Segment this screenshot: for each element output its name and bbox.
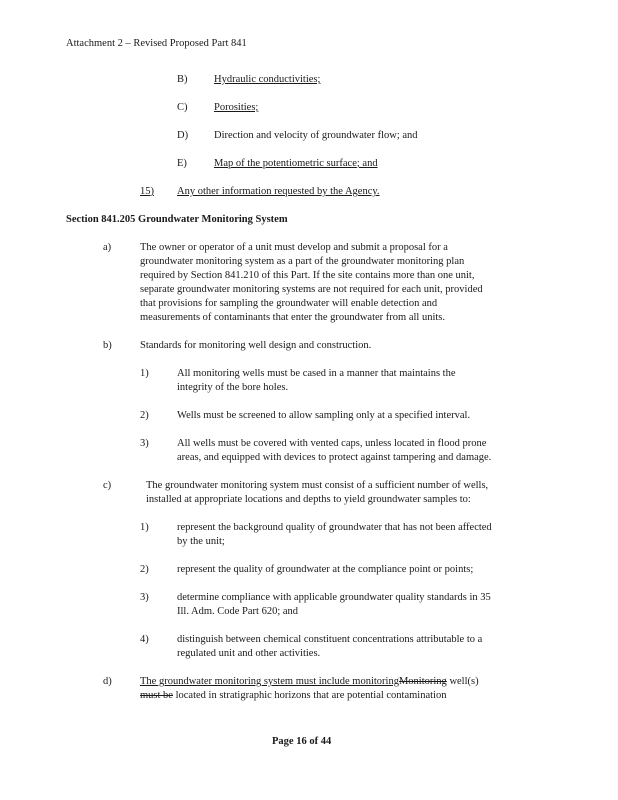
- para-b-item-marker: 2): [140, 410, 149, 421]
- para-b-item-line: All wells must be covered with vented caps, unless located in flood prone: [177, 438, 487, 449]
- para-b-item-line: Wells must be screened to allow sampling only at a specified interval.: [177, 410, 471, 421]
- para-c-item-line: Ill. Adm. Code Part 620; and: [177, 606, 299, 617]
- para-b-item-line: areas, and equipped with devices to protect against tampering and damage.: [177, 452, 492, 463]
- para-c-item-line: by the unit;: [177, 536, 225, 547]
- para-c-item-line: represent the background quality of groundwater that has not been affected: [177, 522, 492, 533]
- list-item-map-tail: ; and: [356, 158, 378, 169]
- list-marker-d: D): [177, 130, 189, 141]
- para-c-item-line: represent the quality of groundwater at the compliance point or points;: [177, 564, 474, 575]
- para-c-item-marker: 3): [140, 592, 149, 603]
- para-b-item-marker: 3): [140, 438, 149, 449]
- para-b-item-marker: 1): [140, 368, 149, 379]
- para-c-item-marker: 4): [140, 634, 149, 645]
- list-marker-e: E): [177, 158, 187, 169]
- list-item-porosities: Porosities;: [214, 102, 259, 113]
- para-d-marker: d): [103, 676, 112, 687]
- list-item-direction: [214, 129, 418, 143]
- para-c-line: installed at appropriate locations and depths to yield groundwater samples to:: [146, 494, 471, 505]
- para-d-deleted-must-be: must be: [140, 690, 173, 701]
- list-marker-b: B): [177, 74, 188, 85]
- para-d-inserted-text: The groundwater monitoring system must include monitoring: [140, 676, 399, 687]
- list-marker-15: 15): [140, 186, 154, 197]
- para-a-line: required by Section 841.210 of this Part. If the site contains more than one unit,: [140, 270, 475, 281]
- para-d-line-2-rest: located in stratigraphic horizons that are potential contamination: [172, 690, 447, 701]
- document-header-title: Attachment 2 – Revised Proposed Part 841: [66, 38, 247, 49]
- para-d-line-1-tail: well(s): [446, 676, 479, 687]
- list-item-hydraulic: Hydraulic conductivities;: [214, 74, 321, 85]
- para-d-line-1: [140, 675, 479, 689]
- page-number: Page 16 of 44: [272, 736, 332, 747]
- para-d-line-2: [140, 689, 446, 703]
- list-marker-c: C): [177, 102, 188, 113]
- para-a-line: separate groundwater monitoring systems are not required for each unit, provided: [140, 284, 483, 295]
- para-b-text: Standards for monitoring well design and construction.: [140, 340, 372, 351]
- para-c-item-line: determine compliance with applicable groundwater quality standards in 35: [177, 592, 491, 603]
- para-a-line: The owner or operator of a unit must develop and submit a proposal for a: [140, 242, 448, 253]
- para-a-line: that provisions for sampling the groundwater will enable detection and: [140, 298, 438, 309]
- para-a-line: measurements of contaminants that enter the groundwater from all units.: [140, 312, 445, 323]
- para-b-item-line: All monitoring wells must be cased in a manner that maintains the: [177, 368, 456, 379]
- para-c-item-line: regulated unit and other activities.: [177, 648, 321, 659]
- para-c-item-marker: 1): [140, 522, 149, 533]
- para-c-item-marker: 2): [140, 564, 149, 575]
- para-a-marker: a): [103, 242, 112, 253]
- section-heading: Section 841.205 Groundwater Monitoring System: [66, 214, 288, 225]
- para-c-line: The groundwater monitoring system must consist of a sufficient number of wells,: [146, 480, 489, 491]
- para-c-item-line: distinguish between chemical constituent concentrations attributable to a: [177, 634, 483, 645]
- list-item-direction-tail: ; and: [396, 130, 418, 141]
- para-d-deleted-text: Monitoring: [398, 676, 447, 687]
- para-a-line: groundwater monitoring system as a part of the groundwater monitoring plan: [140, 256, 465, 267]
- list-item-map-text: Map of the potentiometric surface: [214, 158, 357, 169]
- para-b-marker: b): [103, 340, 112, 351]
- para-c-marker: c): [103, 480, 112, 491]
- para-b-item-line: integrity of the bore holes.: [177, 382, 289, 393]
- list-item-map: [214, 157, 378, 171]
- list-item-direction-text: Direction and velocity of groundwater flow: [214, 130, 397, 141]
- list-item-other-info: Any other information requested by the Agency.: [177, 186, 380, 197]
